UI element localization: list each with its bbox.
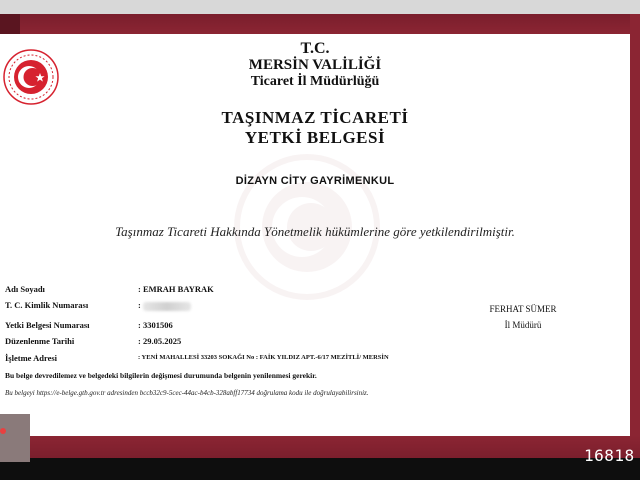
field-label-name: Adı Soyadı — [5, 284, 45, 294]
signer-name: FERHAT SÜMER — [489, 304, 557, 314]
field-value-name: : EMRAH BAYRAK — [138, 284, 214, 294]
field-label-tc-id: T. C. Kimlik Numarası — [5, 300, 89, 310]
corner-thumbnail[interactable] — [0, 414, 30, 462]
document-title-line2: YETKİ BELGESİ — [244, 128, 386, 147]
field-label-address: İşletme Adresi — [5, 353, 58, 363]
header-tc: T.C. — [300, 40, 330, 57]
company-name: DİZAYN CİTY GAYRİMENKUL — [235, 175, 395, 187]
field-value-tc-id: : — [138, 300, 191, 311]
top-border — [0, 14, 640, 34]
header-mudurluk: Ticaret İl Müdürlüğü — [250, 74, 380, 89]
bottom-dark-bar — [0, 458, 640, 480]
bottom-border — [0, 436, 640, 460]
right-border — [630, 14, 640, 444]
transfer-note: Bu belge devredilemez ve belgedeki bilgilerin değişmesi durumunda belgenin yenilenmesi gerekir. — [5, 371, 317, 380]
header-valilik: MERSİN VALİLİĞİ — [248, 57, 382, 73]
notification-dot-icon — [0, 428, 6, 434]
verification-note: Bu belgeyi https://e-belge.gtb.gov.tr adresinden bccb32c9-5cec-44ac-b4cb-328abff17734 doğrulama kodu ile doğrulayabilirsiniz. — [5, 389, 369, 397]
signer-block — [478, 304, 568, 330]
document-title-line1: TAŞINMAZ TİCARETİ — [221, 108, 409, 127]
top-border-accent — [0, 14, 20, 34]
field-value-cert-number: : 3301506 — [138, 320, 173, 330]
field-label-issue-date: Düzenlenme Tarihi — [5, 336, 75, 346]
field-label-cert-number: Yetki Belgesi Numarası — [5, 320, 90, 330]
authorization-statement: Taşınmaz Ticareti Hakkında Yönetmelik hükümlerine göre yetkilendirilmiştir. — [115, 224, 515, 239]
field-value-issue-date: : 29.05.2025 — [138, 336, 182, 346]
field-value-address: : YENİ MAHALLESİ 33203 SOKAĞI No : FAİK YILDIZ APT.-6/17 MEZİTLİ/ MERSİN — [138, 354, 389, 361]
counter-label: 16818 — [584, 446, 635, 465]
signer-title: İl Müdürü — [504, 320, 542, 330]
certificate-document — [0, 34, 630, 436]
redacted-id-blur — [143, 302, 191, 311]
